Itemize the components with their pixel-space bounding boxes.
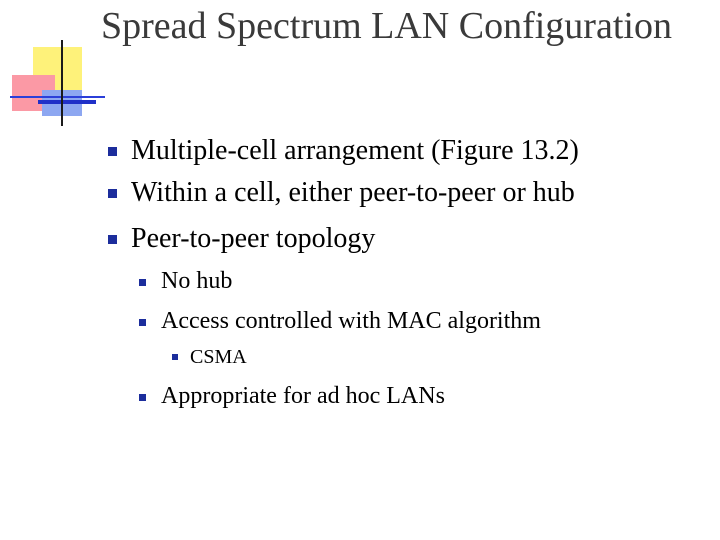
bullet-text: Multiple-cell arrangement (Figure 13.2): [131, 135, 579, 166]
slide-title: Spread Spectrum LAN Configuration: [101, 5, 672, 47]
bullet-item: [106, 134, 706, 168]
bullet-text: Within a cell, either peer-to-peer or hub: [131, 177, 575, 208]
bullet-text: Access controlled with MAC algorithm: [161, 308, 541, 334]
bullet-marker-icon: [172, 354, 178, 360]
bullet-marker-icon: [108, 147, 117, 156]
bullet-item: [106, 222, 706, 256]
bullet-marker-icon: [139, 279, 146, 286]
bullet-marker-icon: [139, 319, 146, 326]
bullet-marker-icon: [139, 394, 146, 401]
sub-bullet-item: [137, 306, 697, 336]
bullet-marker-icon: [108, 235, 117, 244]
bullet-text: CSMA: [190, 346, 247, 368]
bullet-text: Appropriate for ad hoc LANs: [161, 383, 445, 409]
bullet-marker-icon: [108, 189, 117, 198]
bullet-text: No hub: [161, 268, 233, 294]
sub-bullet-item: [137, 266, 697, 296]
sub-sub-bullet-item: [170, 344, 670, 370]
bullet-text: Peer-to-peer topology: [131, 223, 376, 254]
bullet-item: [106, 176, 706, 210]
sub-bullet-item: [137, 381, 697, 411]
